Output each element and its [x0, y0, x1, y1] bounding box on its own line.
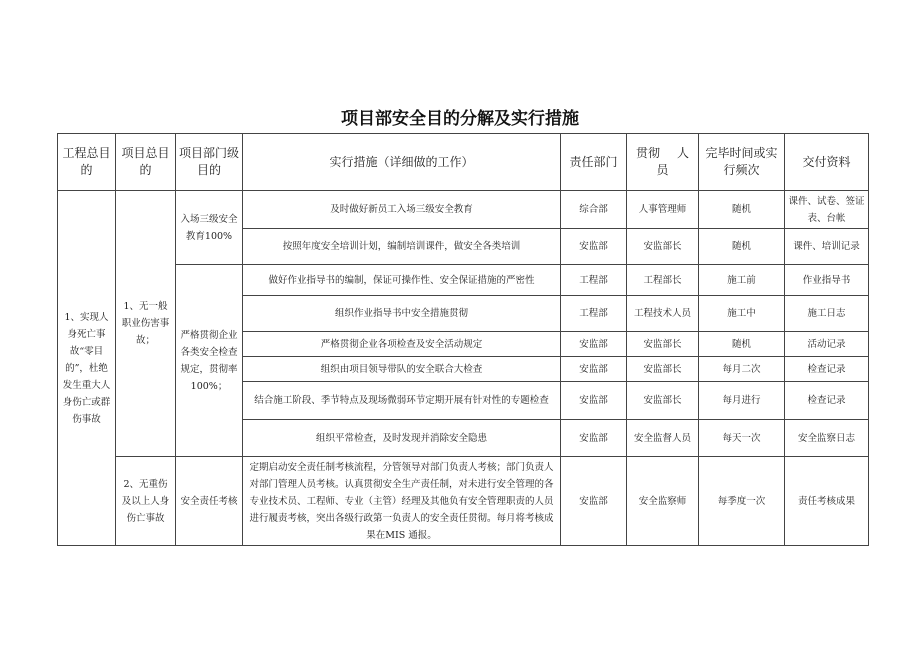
- table-row: [58, 191, 869, 229]
- time-cell: 每天一次: [699, 420, 785, 457]
- measure-cell: 严格贯彻企业各项检查及安全活动规定: [243, 332, 561, 357]
- person-cell: 工程技术人员: [627, 296, 699, 332]
- dept-goal-cell-3: 安全责任考核: [176, 457, 243, 546]
- deliverable-cell: 责任考核成果: [785, 457, 869, 546]
- dept-cell: 工程部: [561, 265, 627, 296]
- dept-cell: 综合部: [561, 191, 627, 229]
- measure-cell: 及时做好新员工入场三级安全教育: [243, 191, 561, 229]
- time-cell: 随机: [699, 229, 785, 265]
- person-cell: 安监部长: [627, 357, 699, 382]
- person-cell: 安全监察师: [627, 457, 699, 546]
- table-row: [58, 457, 869, 546]
- time-cell: 每月二次: [699, 357, 785, 382]
- deliverable-cell: 课件、培训记录: [785, 229, 869, 265]
- deliverable-cell: 课件、试卷、签证表、台帐: [785, 191, 869, 229]
- deliverable-cell: 活动记录: [785, 332, 869, 357]
- project-goal-cell-2: 2、无重伤及以上人身伤亡事故: [116, 457, 176, 546]
- dept-goal-cell-1: 入场三级安全教育100%: [176, 191, 243, 265]
- measure-cell: 结合施工阶段、季节特点及现场微弱环节定期开展有针对性的专题检查: [243, 382, 561, 420]
- deliverable-cell: 检查记录: [785, 357, 869, 382]
- deliverable-cell: 作业指导书: [785, 265, 869, 296]
- dept-goal-cell-2: 严格贯彻企业各类安全检查规定，贯彻率100%；: [176, 265, 243, 457]
- measure-cell: 按照年度安全培训计划，编制培训课件，做安全各类培训: [243, 229, 561, 265]
- measure-cell: 组织由项目领导带队的安全联合大检查: [243, 357, 561, 382]
- project-goal-cell-1: 1、无一般职业伤害事故；: [116, 191, 176, 457]
- dept-cell: 安监部: [561, 420, 627, 457]
- dept-cell: 工程部: [561, 296, 627, 332]
- goal-total-cell: 1、实现人身死亡事故“零目的”，杜绝发生重大人身伤亡或群伤事故: [58, 191, 116, 546]
- header-deliverable: 交付资料: [785, 134, 869, 191]
- dept-cell: 安监部: [561, 457, 627, 546]
- person-cell: 人事管理师: [627, 191, 699, 229]
- measure-cell: 组织作业指导书中安全措施贯彻: [243, 296, 561, 332]
- table-row: [58, 265, 869, 296]
- table-header-row: [58, 134, 869, 191]
- time-cell: 随机: [699, 332, 785, 357]
- deliverable-cell: 安全监察日志: [785, 420, 869, 457]
- dept-cell: 安监部: [561, 332, 627, 357]
- dept-cell: 安监部: [561, 357, 627, 382]
- header-time: 完毕时间或实行频次: [699, 134, 785, 191]
- header-person: 贯彻 人 员: [627, 134, 699, 191]
- person-cell: 安监部长: [627, 332, 699, 357]
- time-cell: 施工中: [699, 296, 785, 332]
- measure-cell: 定期启动安全责任制考核流程，分管领导对部门负责人考核；部门负责人对部门管理人员考核。认真贯彻安全生产责任制，对未进行安全管理的各专业技术员、工程师、专业（主管）经理及其他负有安全管理职责的人员进行履责考核，突出各级行政第一负责人的安全责任贯彻。每月将考核成果在MIS 通报。: [243, 457, 561, 546]
- header-measures: 实行措施（详细做的工作）: [243, 134, 561, 191]
- dept-cell: 安监部: [561, 382, 627, 420]
- person-cell: 安监部长: [627, 229, 699, 265]
- person-cell: 安全监督人员: [627, 420, 699, 457]
- person-cell: 安监部长: [627, 382, 699, 420]
- time-cell: 每季度一次: [699, 457, 785, 546]
- deliverable-cell: 施工日志: [785, 296, 869, 332]
- person-cell: 工程部长: [627, 265, 699, 296]
- safety-goal-table: [57, 133, 869, 546]
- measure-cell: 做好作业指导书的编制，保证可操作性、安全保证措施的严密性: [243, 265, 561, 296]
- header-dept-goal: 项目部门级目的: [176, 134, 243, 191]
- header-project-goal: 项目总目的: [116, 134, 176, 191]
- time-cell: 随机: [699, 191, 785, 229]
- deliverable-cell: 检查记录: [785, 382, 869, 420]
- time-cell: 施工前: [699, 265, 785, 296]
- measure-cell: 组织平常检查，及时发现并消除安全隐患: [243, 420, 561, 457]
- dept-cell: 安监部: [561, 229, 627, 265]
- time-cell: 每月进行: [699, 382, 785, 420]
- page-title: 项目部安全目的分解及实行措施: [341, 109, 579, 129]
- header-dept: 责任部门: [561, 134, 627, 191]
- header-goal-total: 工程总目的: [58, 134, 116, 191]
